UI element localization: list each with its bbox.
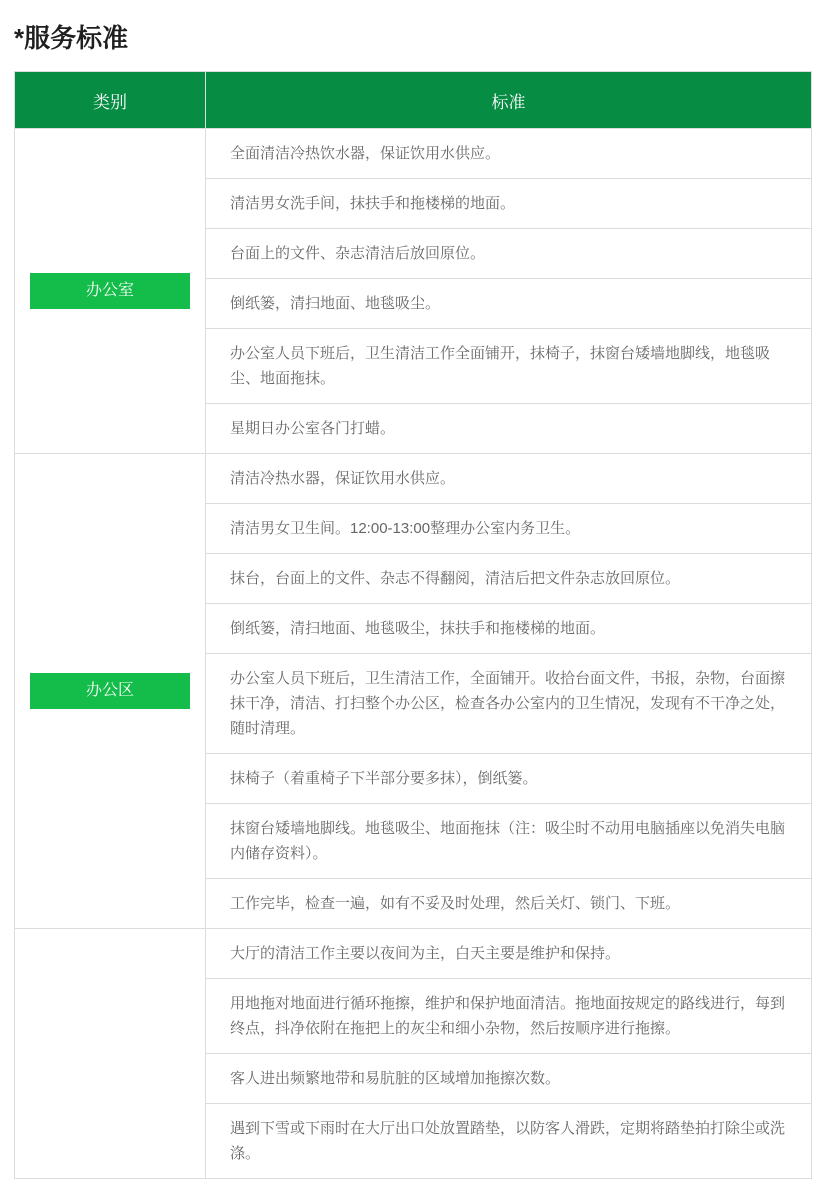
standard-cell: 办公室人员下班后，卫生清洁工作全面铺开，抹椅子，抹窗台矮墙地脚线，地毯吸尘、地面拖抹。	[206, 329, 812, 404]
table-row	[15, 454, 812, 504]
standard-cell: 倒纸篓，清扫地面、地毯吸尘，抹扶手和拖楼梯的地面。	[206, 604, 812, 654]
standard-cell: 倒纸篓，清扫地面、地毯吸尘。	[206, 279, 812, 329]
standard-cell: 办公室人员下班后，卫生清洁工作，全面铺开。收拾台面文件，书报，杂物，台面擦抹干净，清洁、打扫整个办公区，检查各办公室内的卫生情况，发现有不干净之处，随时清理。	[206, 654, 812, 754]
table-row	[15, 929, 812, 979]
category-badge-office-area: 办公区	[30, 673, 190, 709]
standard-cell: 抹椅子（着重椅子下半部分要多抹），倒纸篓。	[206, 754, 812, 804]
standard-cell: 大厅的清洁工作主要以夜间为主，白天主要是维护和保持。	[206, 929, 812, 979]
standard-cell: 台面上的文件、杂志清洁后放回原位。	[206, 229, 812, 279]
standard-cell: 抹台，台面上的文件、杂志不得翻阅，清洁后把文件杂志放回原位。	[206, 554, 812, 604]
standard-cell: 全面清洁冷热饮水器，保证饮用水供应。	[206, 129, 812, 179]
category-cell-lobby	[15, 929, 206, 1179]
table-row	[15, 129, 812, 179]
column-header-standard: 标准	[206, 72, 812, 129]
standard-cell: 清洁冷热水器，保证饮用水供应。	[206, 454, 812, 504]
column-header-category: 类别	[15, 72, 206, 129]
standard-cell: 抹窗台矮墙地脚线。地毯吸尘、地面拖抹（注：吸尘时不动用电脑插座以免消失电脑内储存资料）。	[206, 804, 812, 879]
standard-cell: 遇到下雪或下雨时在大厅出口处放置踏垫，以防客人滑跌，定期将踏垫拍打除尘或洗涤。	[206, 1104, 812, 1179]
category-badge-office: 办公室	[30, 273, 190, 309]
standard-cell: 清洁男女卫生间。12:00-13:00整理办公室内务卫生。	[206, 504, 812, 554]
service-standards-table	[14, 71, 812, 1179]
table-header-row	[15, 72, 812, 129]
standard-cell: 用地拖对地面进行循环拖擦，维护和保护地面清洁。拖地面按规定的路线进行，每到终点，抖净依附在拖把上的灰尘和细小杂物，然后按顺序进行拖擦。	[206, 979, 812, 1054]
standard-cell: 工作完毕，检查一遍，如有不妥及时处理，然后关灯、锁门、下班。	[206, 879, 812, 929]
category-cell-office-area	[15, 454, 206, 929]
standard-cell: 清洁男女洗手间，抹扶手和拖楼梯的地面。	[206, 179, 812, 229]
standard-cell: 客人进出频繁地带和易肮脏的区域增加拖擦次数。	[206, 1054, 812, 1104]
standard-cell: 星期日办公室各门打蜡。	[206, 404, 812, 454]
page-title: *服务标准	[14, 23, 129, 53]
category-cell-office	[15, 129, 206, 454]
